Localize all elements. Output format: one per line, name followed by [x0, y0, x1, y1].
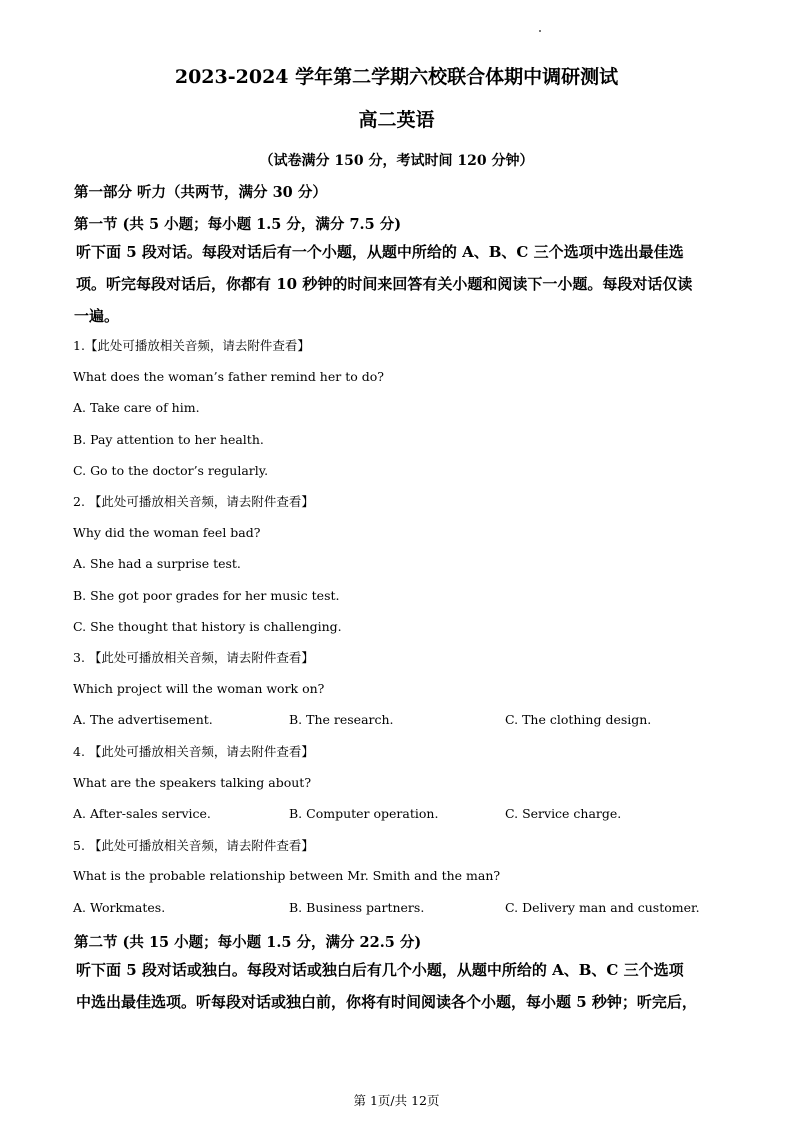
decorative-dot	[539, 30, 541, 32]
q2-option-b: B. She got poor grades for her music test.	[73, 588, 340, 603]
q1-audio-label[interactable]: 1.【此处可播放相关音频，请去附件查看】	[73, 338, 310, 353]
q4-stem: What are the speakers talking about?	[73, 775, 312, 790]
q4-option-c: C. Service charge.	[505, 806, 622, 821]
q4-option-b: B. Computer operation.	[289, 806, 439, 821]
q2-stem: Why did the woman feel bad?	[73, 525, 261, 540]
part1-heading: 第一部分 听力（共两节，满分 30 分）	[74, 184, 327, 201]
q5-option-a: A. Workmates.	[73, 900, 166, 915]
exam-note: （试卷满分 150 分，考试时间 120 分钟）	[259, 153, 534, 169]
page-number: 第 1页/共 12页	[353, 1093, 440, 1108]
q4-audio-label[interactable]: 4. 【此处可播放相关音频，请去附件查看】	[73, 744, 314, 759]
section2-instr-line2: 中选出最佳选项。听每段对话或独白前，你将有时间阅读各个小题，每小题 5 秒钟；听完后，	[76, 993, 697, 1011]
section1-instr-line2: 项。听完每段对话后，你都有 10 秒钟的时间来回答有关小题和阅读下一小题。每段对话仅读	[76, 275, 693, 293]
q3-audio-label[interactable]: 3. 【此处可播放相关音频，请去附件查看】	[73, 650, 314, 665]
section2-heading: 第二节 (共 15 小题；每小题 1.5 分，满分 22.5 分)	[74, 934, 422, 951]
q5-option-b: B. Business partners.	[289, 900, 425, 915]
q2-option-a: A. She had a surprise test.	[73, 556, 241, 571]
section1-instr-line3: 一遍。	[74, 307, 120, 325]
q2-audio-label[interactable]: 2. 【此处可播放相关音频，请去附件查看】	[73, 494, 314, 509]
q4-option-a: A. After-sales service.	[73, 806, 211, 821]
section1-instr-line1: 听下面 5 段对话。每段对话后有一个小题，从题中所给的 A、B、C 三个选项中选出最佳选	[76, 243, 684, 261]
q3-option-c: C. The clothing design.	[505, 712, 652, 727]
q1-option-c: C. Go to the doctor’s regularly.	[73, 463, 269, 478]
q3-option-a: A. The advertisement.	[73, 712, 213, 727]
q2-option-c: C. She thought that history is challenging.	[73, 619, 342, 634]
q3-stem: Which project will the woman work on?	[73, 681, 325, 696]
q5-stem: What is the probable relationship between Mr. Smith and the man?	[73, 868, 501, 883]
exam-title: 2023-2024 学年第二学期六校联合体期中调研测试	[174, 66, 619, 88]
q1-option-a: A. Take care of him.	[73, 400, 200, 415]
exam-subject: 高二英语	[358, 109, 435, 131]
q3-option-b: B. The research.	[289, 712, 394, 727]
q5-audio-label[interactable]: 5. 【此处可播放相关音频，请去附件查看】	[73, 838, 314, 853]
q5-option-c: C. Delivery man and customer.	[505, 900, 700, 915]
section2-instr-line1: 听下面 5 段对话或独白。每段对话或独白后有几个小题，从题中所给的 A、B、C 三个选项	[76, 961, 684, 979]
q1-option-b: B. Pay attention to her health.	[73, 432, 264, 447]
section1-heading: 第一节 (共 5 小题；每小题 1.5 分，满分 7.5 分)	[74, 216, 402, 233]
q1-stem: What does the woman’s father remind her to do?	[73, 369, 384, 384]
